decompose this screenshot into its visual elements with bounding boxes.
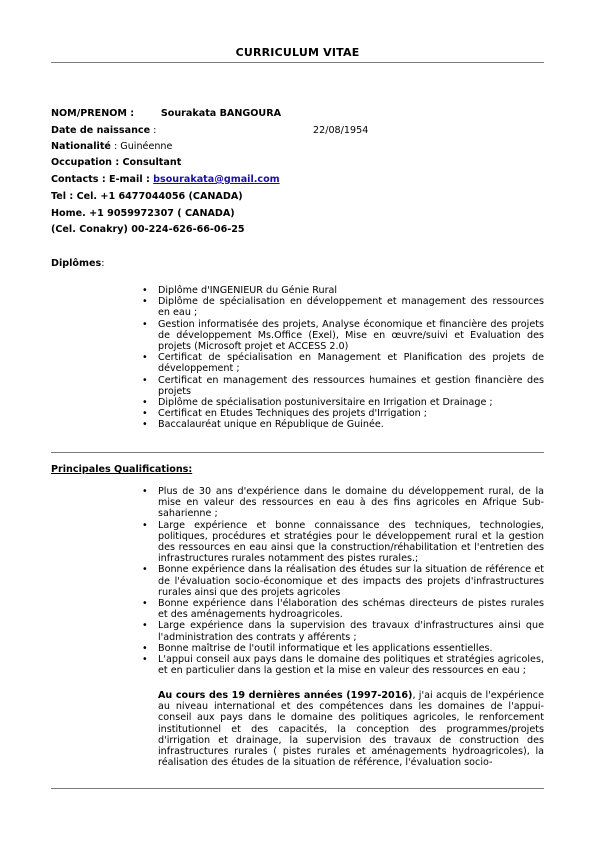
list-item: • Baccalauréat unique en République de Guinée. [140,419,544,430]
list-item: • Certificat de spécialisation en Management et Planification des projets de développement ; [140,352,544,374]
experience-paragraph-text: , j'ai acquis de l'expérience au niveau international et des compétences dans les domaines de l'appui-conseil aux pays dans le domaine des politiques agricoles, le renforcement institutionnel et des capacités, la conception des programmes/projets d'irrigation et drainage, la supervision des travaux de construction des infrastructures rurales ( pistes rurales et aménagements hydroagricoles), la réalisation des études de la situation de référence, l'évaluation socio- [158,690,544,769]
conakry-row: (Cel. Conakry) 00-224-626-66-06-25 [51,224,245,235]
home-row: Home. +1 9059972307 ( CANADA) [51,208,235,219]
birth-value: 22/08/1954 [313,125,369,136]
list-item: • Bonne maîtrise de l'outil informatique et les applications essentielles. [140,643,544,654]
list-item: • Certificat en Etudes Techniques des projets d'Irrigation ; [140,408,544,419]
birth-row [51,125,156,137]
name-label: NOM/PRENOM : [51,108,135,119]
experience-paragraph-lead: Au cours des 19 dernières années (1997-2016) [158,690,413,701]
birth-label: Date de naissance [51,125,151,136]
email-link[interactable]: bsourakata@gmail.com [153,174,280,185]
nationality-value: : Guinéenne [110,141,173,152]
contacts-row [51,174,280,186]
list-item: • Large expérience dans la supervision des travaux d'infrastructures ainsi que l'administration des contrats y afférents ; [140,620,544,642]
list-item: • Certificat en management des ressources humaines et gestion financière des projets [140,375,544,397]
list-item: • Plus de 30 ans d'expérience dans le domaine du développement rural, de la mise en valeur des ressources en eau à des fins agricoles en Afrique Sub-saharienne ; [140,486,544,520]
list-item: • Diplôme d'INGENIEUR du Génie Rural [140,285,544,296]
contacts-label: Contacts : E-mail : [51,174,154,185]
birth-sep: : [150,125,157,136]
footer-divider [51,788,544,789]
tel-row: Tel : Cel. +1 6477044056 (CANADA) [51,191,243,202]
qualifications-heading: Principales Qualifications: [51,464,193,475]
diplomes-heading-text: Diplômes [51,258,102,269]
diplomes-heading [51,258,104,270]
qualifications-list [140,486,544,676]
nationality-label: Nationalité [51,141,111,152]
list-item: • Large expérience et bonne connaissance des techniques, technologies, politiques, procédures et stratégies pour le développement rural et la gestion des ressources en eau ainsi que la construction/réhabilitation et l'entretien des infrastructures rurales notamment des pistes rurales.; [140,520,544,565]
list-item: • L'appui conseil aux pays dans le domaine des politiques et stratégies agricoles, et en particulier dans la gestion et la mise en valeur des ressources en eau ; [140,654,544,676]
name-value: Sourakata BANGOURA [160,108,282,119]
title-divider [51,62,544,63]
section-divider [51,452,544,453]
list-item: • Diplôme de spécialisation en développement et management des ressources en eau ; [140,296,544,318]
occupation-row: Occupation : Consultant [51,157,182,168]
diplomes-list [140,285,544,431]
experience-paragraph [158,690,544,768]
diplomes-heading-suffix: : [101,258,105,269]
list-item: • Diplôme de spécialisation postuniversitaire en Irrigation et Drainage ; [140,397,544,408]
list-item: • Bonne expérience dans la réalisation des études sur la situation de référence et de l'évaluation socio-économique et des impacts des projets d'infrastructures rurales ainsi que des projets agricoles [140,564,544,598]
list-item: • Gestion informatisée des projets, Analyse économique et financière des projets de développement Ms.Office (Exel), Mise en œuvre/suivi et Evaluation des projets (Microsoft projet et ACCESS 2.0) [140,319,544,353]
list-item: • Bonne expérience dans l'élaboration des schémas directeurs de pistes rurales et des aménagements hydroagricoles. [140,598,544,620]
name-row [51,108,281,120]
nationality-row [51,141,172,153]
page-title: CURRICULUM VITAE [235,46,360,59]
